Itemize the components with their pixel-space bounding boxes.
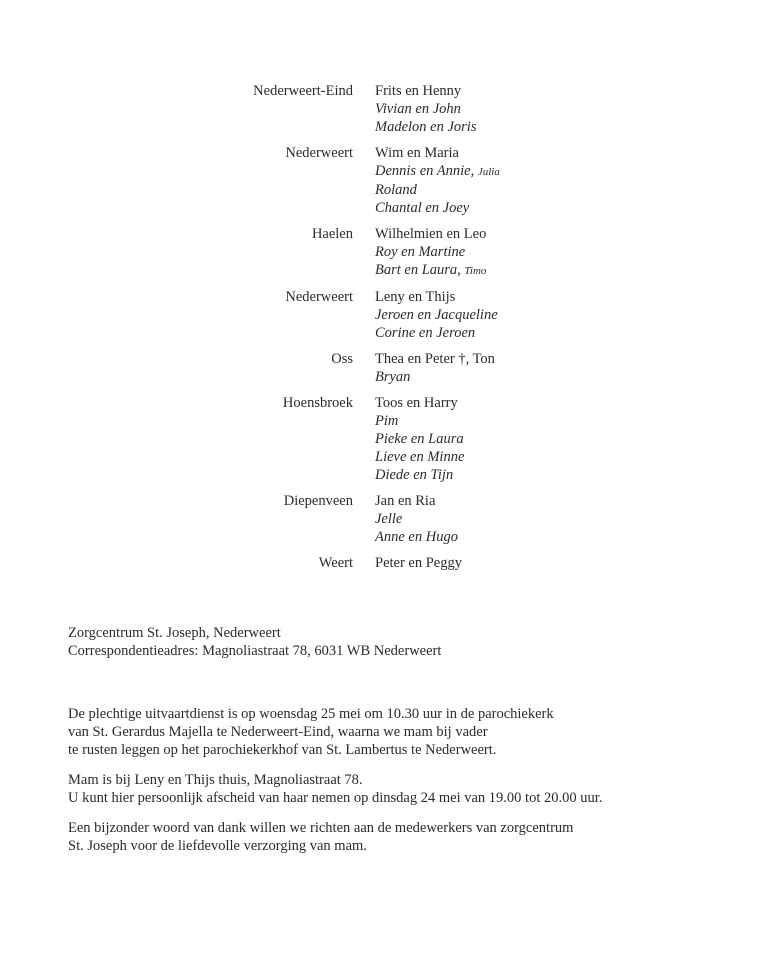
family-name-line <box>375 492 458 510</box>
family-place: Hoensbroek <box>282 395 353 411</box>
grandchild-name: Timo <box>464 265 487 277</box>
grandchild-name: Julia <box>477 166 500 178</box>
family-name-line <box>375 100 476 118</box>
family-name: Leny en Thijs <box>375 289 456 305</box>
family-names <box>375 288 498 342</box>
family-group <box>0 225 760 280</box>
family-name-line <box>375 430 464 448</box>
family-group <box>0 492 760 546</box>
family-group <box>0 82 760 136</box>
service-paragraph <box>68 705 728 759</box>
funeral-notice <box>68 705 728 867</box>
family-name: Corine en Jeroen <box>375 325 476 341</box>
family-name: Lieve en Minne <box>375 449 465 465</box>
family-name: Pim <box>375 413 399 429</box>
family-name-line <box>375 288 498 306</box>
family-name-line <box>375 225 486 243</box>
notice-line: te rusten leggen op het parochiekerkhof van St. Lambertus te Nederweert. <box>68 742 497 758</box>
family-name-line <box>375 350 495 368</box>
family-place: Nederweert <box>285 145 353 161</box>
family-name: Wilhelmien en Leo <box>375 226 487 242</box>
family-name: Frits en Henny <box>375 83 462 99</box>
family-name-line <box>375 118 476 136</box>
family-name-line <box>375 528 458 546</box>
address-block <box>68 624 441 660</box>
care-home-line: Zorgcentrum St. Joseph, Nederweert <box>68 625 281 641</box>
family-name: Jan en Ria <box>375 493 436 509</box>
family-place: Weert <box>318 555 353 571</box>
family-group <box>0 144 760 217</box>
family-group <box>0 350 760 386</box>
family-name-line <box>375 412 464 430</box>
family-name: Madelon en Joris <box>375 119 477 135</box>
family-name-line <box>375 306 498 324</box>
family-names <box>375 82 476 136</box>
notice-line: St. Joseph voor de liefdevolle verzorging van mam. <box>68 838 367 854</box>
family-place: Oss <box>331 351 353 367</box>
family-name: Dennis en Annie, <box>375 163 475 179</box>
family-name: Jelle <box>375 511 403 527</box>
family-name: Jeroen en Jacqueline <box>375 307 498 323</box>
family-name-line <box>375 144 500 162</box>
family-name: Diede en Tijn <box>375 467 454 483</box>
thanks-paragraph <box>68 819 728 855</box>
family-name: Anne en Hugo <box>375 529 458 545</box>
family-name: Bart en Laura, <box>375 262 461 278</box>
family-group <box>0 288 760 342</box>
family-name: Peter en Peggy <box>375 555 462 571</box>
family-name: Bryan <box>375 369 411 385</box>
family-name: Thea en Peter †, Ton <box>375 351 495 367</box>
family-name: Roy en Martine <box>375 244 466 260</box>
family-name-line <box>375 324 498 342</box>
family-name: Wim en Maria <box>375 145 459 161</box>
correspondence-address: Correspondentieadres: Magnoliastraat 78, 6031 WB Nederweert <box>68 643 442 659</box>
notice-line: U kunt hier persoonlijk afscheid van haar nemen op dinsdag 24 mei van 19.00 tot 20.00 uur. <box>68 790 603 806</box>
family-name-line <box>375 199 500 217</box>
family-place: Nederweert-Eind <box>253 83 353 99</box>
family-name-line <box>375 466 464 484</box>
family-name-line <box>375 394 464 412</box>
visitation-paragraph <box>68 771 728 807</box>
family-name-line <box>375 82 476 100</box>
family-place: Nederweert <box>285 289 353 305</box>
family-names <box>375 492 458 546</box>
family-names <box>375 144 500 217</box>
family-names <box>375 394 464 484</box>
notice-line: De plechtige uitvaartdienst is op woensdag 25 mei om 10.30 uur in de parochiekerk <box>68 706 554 722</box>
family-name-line <box>375 448 464 466</box>
family-name: Vivian en John <box>375 101 461 117</box>
notice-line: Mam is bij Leny en Thijs thuis, Magnoliastraat 78. <box>68 772 363 788</box>
family-name-line <box>375 368 495 386</box>
family-name-line <box>375 554 462 572</box>
notice-line: Een bijzonder woord van dank willen we richten aan de medewerkers van zorgcentrum <box>68 820 574 836</box>
family-name-line <box>375 243 486 261</box>
family-names <box>375 225 486 280</box>
family-name: Toos en Harry <box>375 395 458 411</box>
family-place: Haelen <box>311 226 353 242</box>
family-name: Pieke en Laura <box>375 431 464 447</box>
family-list <box>0 82 760 580</box>
family-name: Roland <box>375 182 417 198</box>
family-name-line <box>375 181 500 199</box>
family-name-line <box>375 510 458 528</box>
family-name: Chantal en Joey <box>375 200 470 216</box>
family-name-line <box>375 261 486 280</box>
family-group <box>0 394 760 484</box>
family-place: Diepenveen <box>283 493 353 509</box>
family-name-line <box>375 162 500 181</box>
family-names <box>375 350 495 386</box>
family-group <box>0 554 760 572</box>
family-names <box>375 554 462 572</box>
notice-line: van St. Gerardus Majella te Nederweert-Eind, waarna we mam bij vader <box>68 724 488 740</box>
